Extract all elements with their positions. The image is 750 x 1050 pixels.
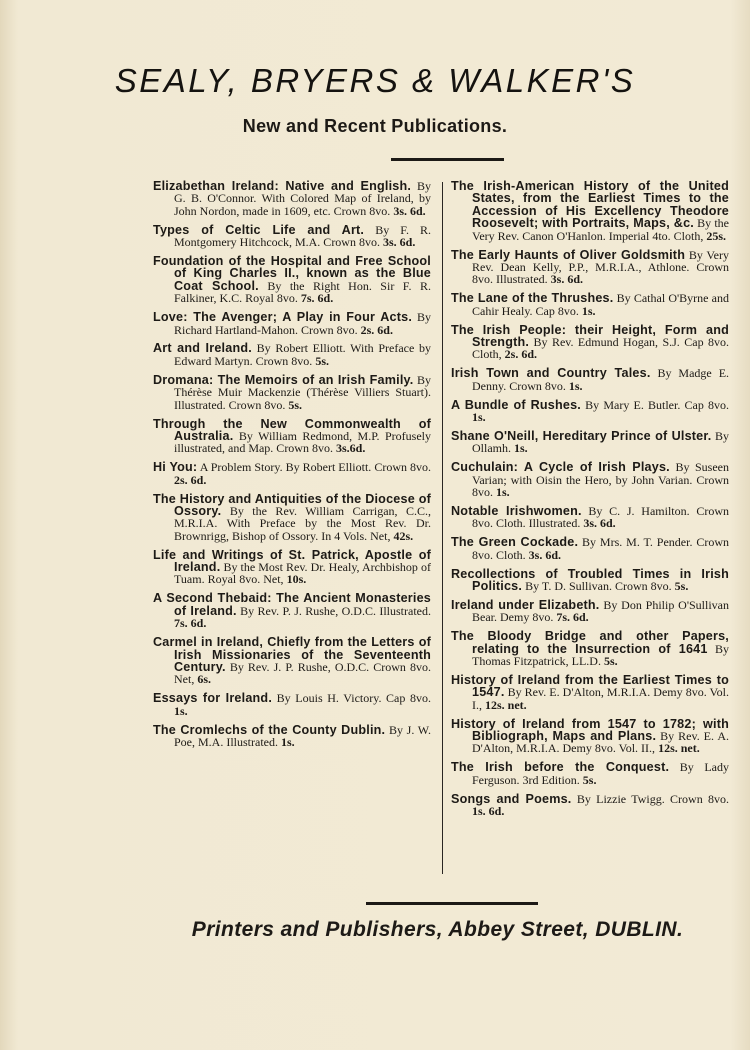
book-details: By Suseen Varian; with Oisin the Hero, by John Varian. Crown 8vo. [472, 460, 730, 500]
book-details: By the Rev. William Carrigan, C.C., M.R.I.A. With Preface by the Most Rev. Dr. Brownrigg, Bishop of Ossory. In 4 Vols. Net, [174, 503, 431, 543]
book-title: The Early Haunts of Oliver Goldsmith [451, 247, 686, 262]
footer-imprint: Printers and Publishers, Abbey Street, DUBLIN. [191, 918, 684, 941]
book-details: By Richard Hartland-Mahon. Crown 8vo. [174, 310, 431, 337]
book-price: 3s.6d. [335, 441, 366, 456]
book-price: 3s. 6d. [583, 516, 616, 531]
book-entry [153, 418, 431, 455]
book-price: 7s. 6d. [300, 291, 334, 306]
book-entry [451, 180, 729, 242]
book-price: 12s. net. [658, 741, 700, 756]
book-title: The Irish before the Conquest. [451, 760, 670, 775]
book-entry [451, 761, 729, 786]
book-details: By Mary E. Butler. Cap 8vo. [585, 397, 729, 412]
book-entry [451, 430, 729, 455]
book-entry [451, 536, 729, 561]
book-entry [153, 493, 431, 543]
book-details: By Lady Ferguson. 3rd Edition. [472, 760, 729, 787]
book-details: By Rev. E. D'Alton, M.R.I.A. Demy 8vo. Vol. I., [472, 685, 730, 712]
book-title: History of Ireland from the Earliest Times to 1547. [451, 672, 729, 700]
book-entry [451, 292, 729, 317]
book-price: 1s. [496, 485, 510, 500]
book-details: By T. D. Sullivan. Crown 8vo. [525, 578, 672, 593]
book-title: Cuchulain: A Cycle of Irish Plays. [451, 460, 670, 475]
book-price: 25s. [706, 228, 727, 243]
book-details: By Thomas Fitzpatrick, LL.D. [472, 641, 729, 668]
book-details: By J. W. Poe, M.A. Illustrated. [174, 722, 432, 749]
book-title: The Lane of the Thrushes. [451, 291, 614, 306]
book-details: By Robert Elliott. With Preface by Edward Martyn. Crown 8vo. [174, 341, 431, 368]
book-entry [451, 249, 729, 286]
book-entry [451, 461, 729, 498]
book-entry [451, 674, 729, 711]
book-entry [451, 399, 729, 424]
book-details: By the Very Rev. Canon O'Hanlon. Imperial 4to. Cloth, [472, 216, 729, 243]
publisher-title: SEALY, BRYERS & WALKER'S [114, 62, 636, 99]
book-title: Dromana: The Memoirs of an Irish Family. [153, 372, 414, 387]
book-entry [451, 793, 729, 818]
book-price: 5s. [674, 578, 689, 593]
book-entry [153, 636, 431, 686]
book-title: The Irish People: their Height, Form and Strength. [451, 322, 729, 349]
book-entry [153, 342, 431, 367]
book-title: Carmel in Ireland, Chiefly from the Letters of Irish Missionaries of the Seventeenth Century. [153, 635, 431, 674]
book-price: 1s. [568, 378, 583, 393]
book-details: By Don Philip O'Sullivan Bear. Demy 8vo. [472, 597, 729, 625]
book-price: 10s. [286, 572, 307, 587]
book-entry [153, 374, 431, 411]
page-subtitle: New and Recent Publications. [242, 116, 508, 136]
book-details: By Lizzie Twigg. Crown 8vo. [576, 791, 730, 806]
book-details: By Rev. P. J. Rushe, O.D.C. Illustrated. [240, 603, 431, 618]
book-details: By William Redmond, M.P. Profusely illustrated, and Map. Crown 8vo. [174, 428, 432, 456]
book-details: By Thérèse Muir Mackenzie (Thérèse Villiers Stuart). Illustrated. Crown 8vo. [174, 372, 431, 412]
book-title: Irish Town and Country Tales. [451, 366, 651, 381]
book-price: 5s. [315, 353, 329, 368]
book-title: A Second Thebaid: The Ancient Monasteries of Ireland. [153, 591, 431, 618]
book-entry [153, 592, 431, 629]
book-entry [451, 599, 729, 624]
book-details: A Problem Story. By Robert Elliott. Crown 8vo. [199, 460, 431, 475]
book-entry [153, 224, 431, 249]
book-details: By Rev. J. P. Rushe, O.D.C. Crown 8vo. Net, [174, 659, 432, 687]
book-title: Recollections of Troubled Times in Irish Politics. [451, 566, 729, 593]
book-title: Essays for Ireland. [153, 691, 273, 706]
book-price: 1s. [174, 703, 188, 718]
book-price: 1s. [514, 441, 528, 456]
book-details: By F. R. Montgomery Hitchcock, M.A. Crown 8vo. [174, 222, 431, 250]
book-price: 1s. [472, 410, 486, 424]
book-price: 5s. [288, 397, 302, 412]
book-details: By Cathal O'Byrne and Cahir Healy. Cap 8vo. [472, 291, 730, 318]
book-details: By the Most Rev. Dr. Healy, Archbishop of Tuam. Royal 8vo. Net, [174, 560, 431, 587]
book-price: 1s. [281, 734, 295, 749]
book-title: Shane O'Neill, Hereditary Prince of Ulster. [451, 428, 712, 443]
book-price: 1s. [581, 303, 596, 318]
right-column [451, 180, 729, 824]
book-details: By Very Rev. Dean Kelly, P.P., M.R.I.A., Athlone. Crown 8vo. Illustrated. [472, 247, 730, 287]
book-price: 6s. [197, 672, 211, 687]
book-title: Life and Writings of St. Patrick, Apostle of Ireland. [153, 547, 431, 575]
book-entry [153, 549, 431, 586]
top-divider-rule [391, 158, 504, 161]
book-details: By Mrs. M. T. Pender. Crown 8vo. Cloth. [472, 535, 730, 562]
book-entry [153, 461, 431, 486]
book-title: Notable Irishwomen. [451, 503, 582, 518]
book-entry [153, 180, 431, 217]
book-entry [451, 568, 729, 593]
book-price: 5s. [603, 654, 618, 668]
book-title: The Green Cockade. [451, 535, 579, 550]
book-title: The Cromlechs of the County Dublin. [153, 722, 386, 737]
book-details: By C. J. Hamilton. Crown 8vo. Cloth. Illustrated. [472, 503, 729, 531]
book-entry [451, 367, 729, 392]
book-price: 2s. 6d. [360, 322, 393, 337]
book-price: 3s. 6d. [382, 235, 416, 250]
book-entry [451, 630, 729, 667]
book-entry [153, 724, 431, 749]
book-price: 42s. [393, 528, 414, 543]
book-price: 3s. 6d. [393, 203, 426, 218]
book-title: Songs and Poems. [451, 791, 572, 806]
book-title: Through the New Commonwealth of Australia. [153, 416, 431, 443]
book-price: 7s. 6d. [174, 616, 207, 631]
book-details: By Ollamh. [472, 428, 730, 456]
book-title: The Bloody Bridge and other Papers, relating to the Insurrection of 1641 [451, 629, 729, 656]
book-entry [451, 505, 729, 530]
book-price: 5s. [582, 772, 597, 787]
book-price: 1s. 6d. [472, 804, 505, 819]
book-entry [451, 324, 729, 361]
book-price: 12s. net. [485, 697, 527, 712]
book-price: 2s. 6d. [504, 347, 538, 362]
book-title: The History and Antiquities of the Diocese of Ossory. [153, 491, 431, 518]
book-details: By Rev. E. A. D'Alton, M.R.I.A. Demy 8vo. Vol. II., [472, 729, 730, 756]
book-title: Elizabethan Ireland: Native and English. [153, 179, 412, 193]
book-title: Hi You: [153, 460, 198, 475]
book-price: 3s. 6d. [550, 272, 583, 287]
book-details: By Rev. Edmund Hogan, S.J. Cap 8vo. Cloth, [472, 334, 729, 362]
book-details: By Madge E. Denny. Crown 8vo. [472, 366, 730, 393]
left-column [153, 180, 431, 755]
column-divider [442, 182, 443, 874]
book-price: 3s. 6d. [528, 547, 562, 562]
bottom-divider-rule [366, 902, 538, 905]
book-details: By G. B. O'Connor. With Colored Map of Ireland, by John Nordon, made in 1609, etc. Crown 8vo. [174, 179, 431, 218]
book-entry [153, 311, 431, 336]
book-title: A Bundle of Rushes. [451, 397, 581, 412]
book-title: The Irish-American History of the United States, from the Earliest Times to the Accession of His Excellency Theodore Roosevelt; with Portraits, Maps, &c. [451, 179, 729, 231]
book-title: History of Ireland from 1547 to 1782; with Bibliograph, Maps and Plans. [451, 716, 729, 744]
book-price: 2s. 6d. [174, 472, 207, 487]
book-title: Love: The Avenger; A Play in Four Acts. [153, 310, 413, 325]
book-entry [153, 692, 431, 717]
book-details: By Louis H. Victory. Cap 8vo. [276, 691, 431, 706]
book-entry [451, 718, 729, 755]
book-title: Ireland under Elizabeth. [451, 597, 600, 612]
book-title: Types of Celtic Life and Art. [153, 222, 365, 237]
book-details: By the Right Hon. Sir F. R. Falkiner, K.C. Royal 8vo. [174, 278, 431, 306]
book-title: Foundation of the Hospital and Free School of King Charles II., known as the Blue Coat School. [153, 254, 431, 293]
book-price: 7s. 6d. [556, 610, 589, 625]
book-entry [153, 255, 431, 305]
book-title: Art and Ireland. [153, 341, 252, 356]
